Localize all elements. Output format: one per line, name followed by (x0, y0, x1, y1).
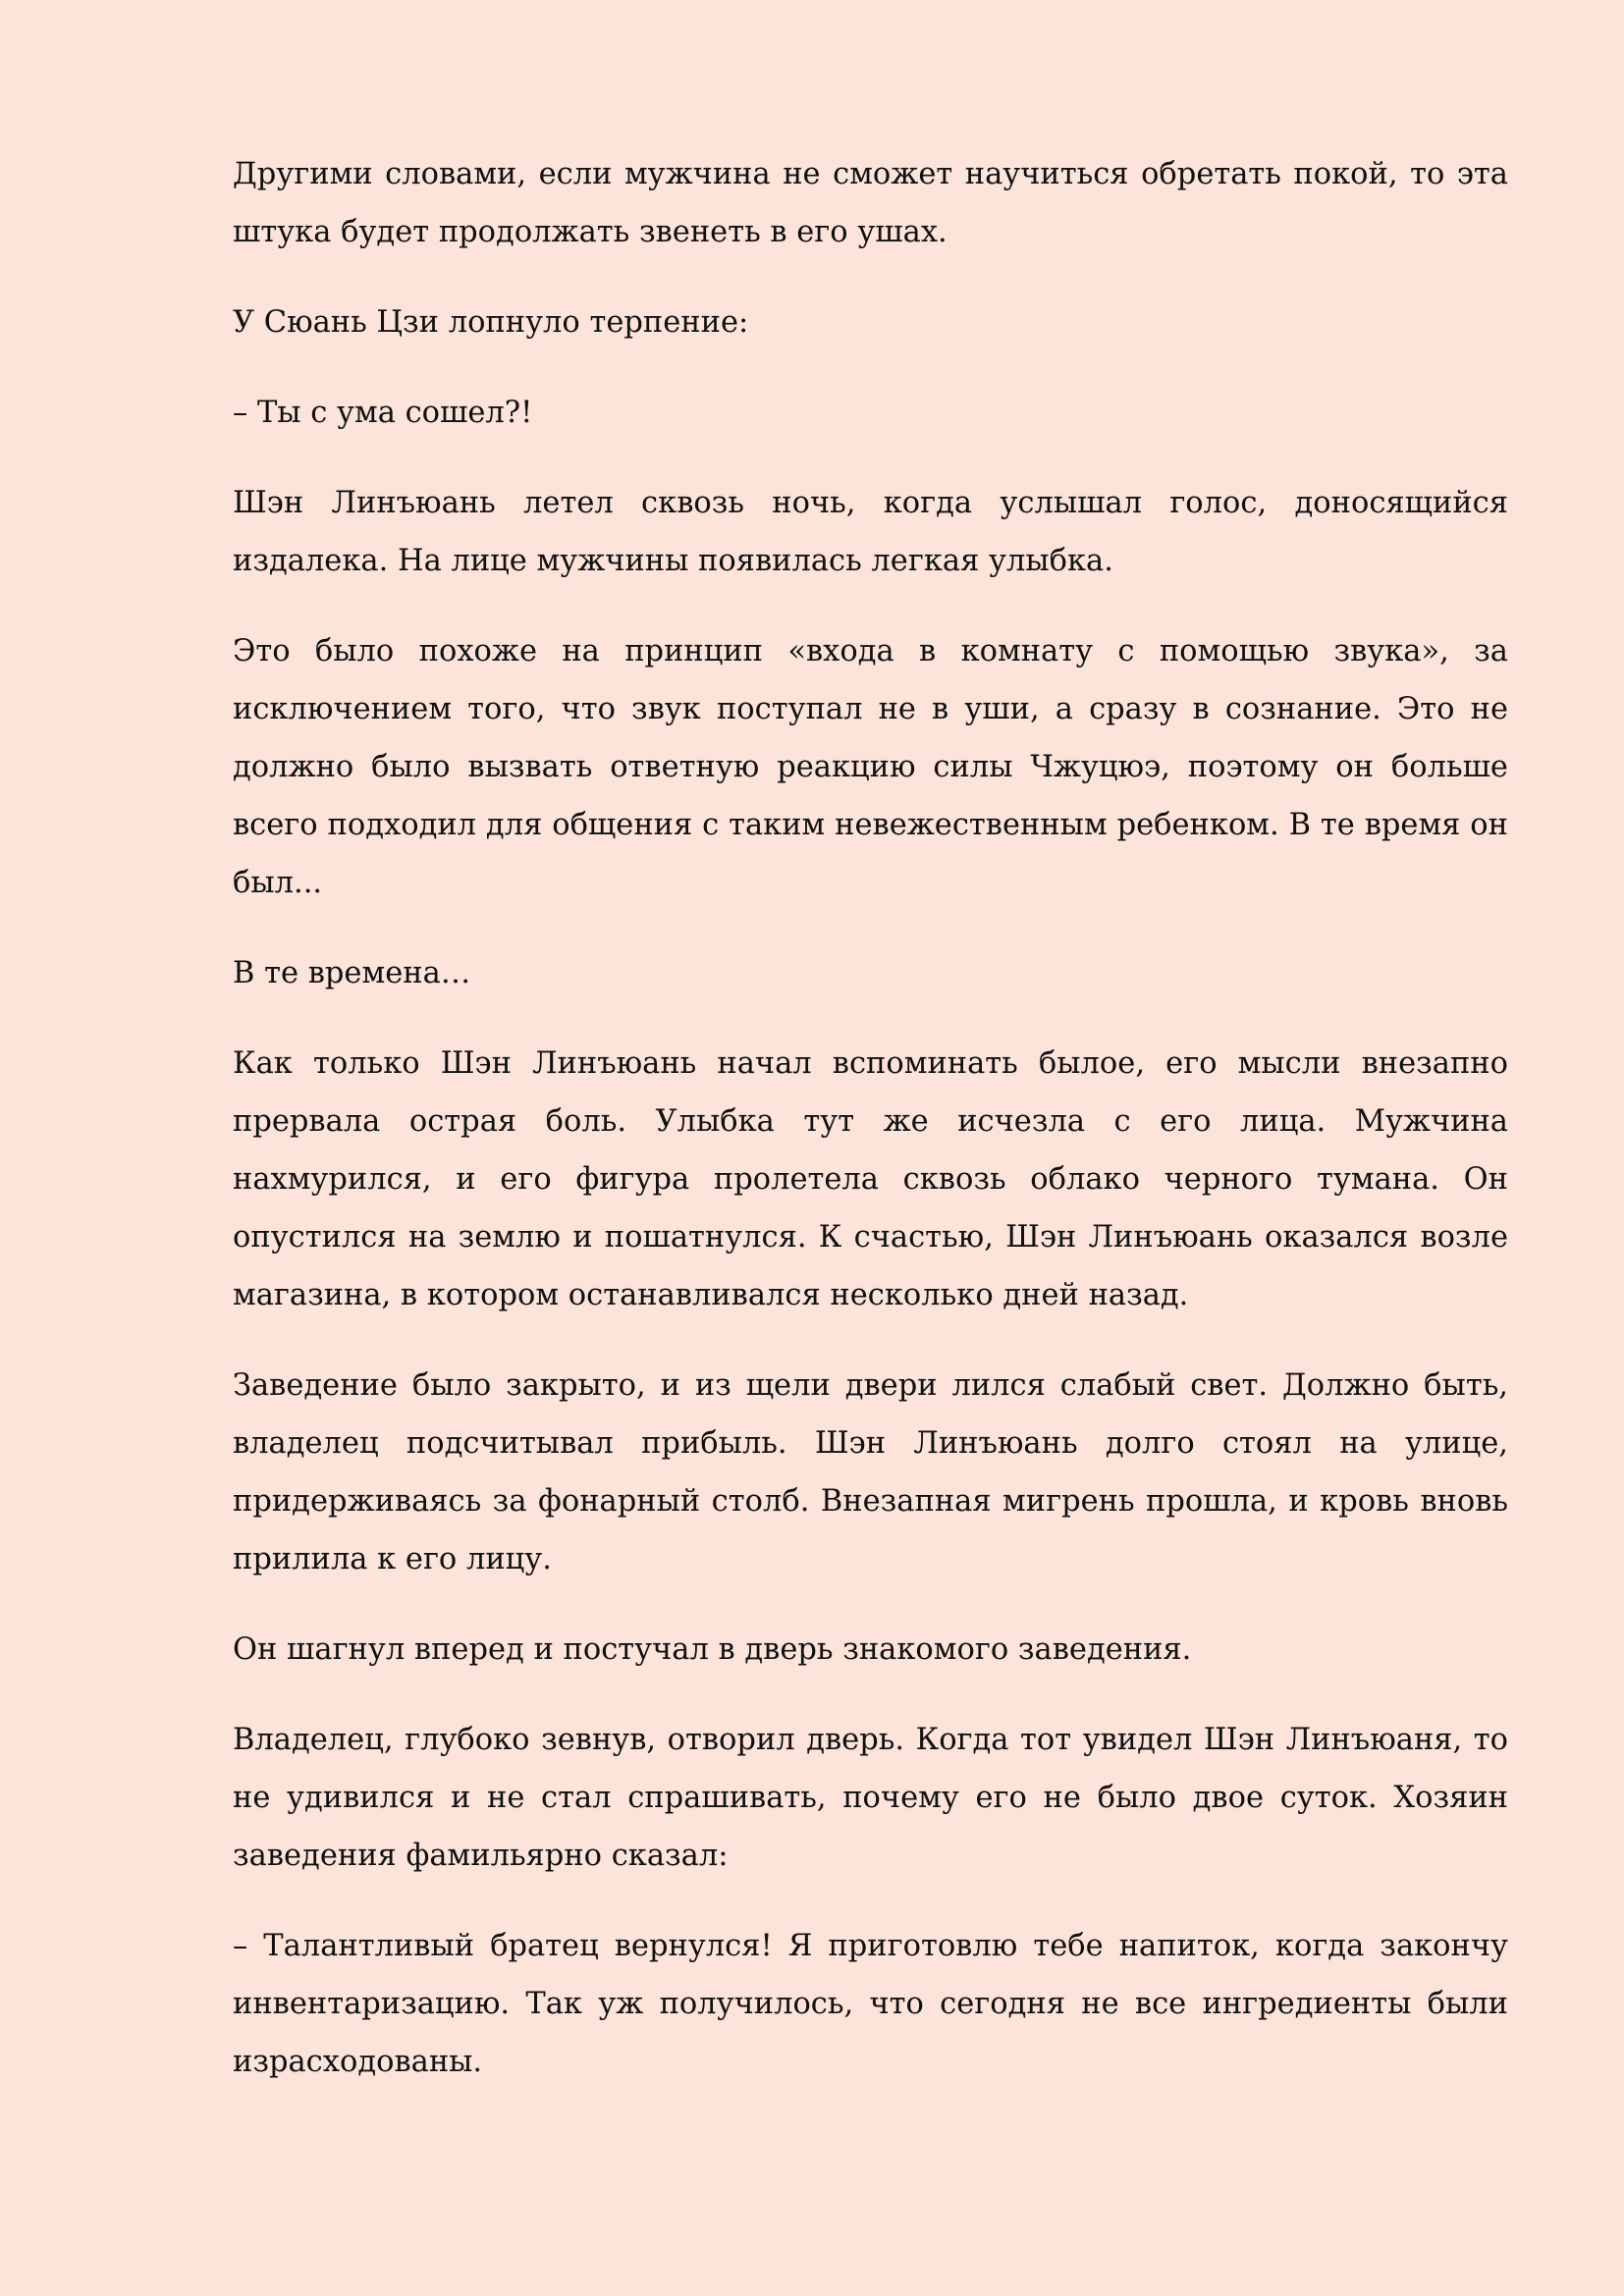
paragraph-4: Шэн Линъюань летел сквозь ночь, когда услышал голос, доносящийся издалека. На лице мужчины появилась легкая улыбка. (233, 486, 1508, 578)
paragraph-9: Он шагнул вперед и постучал в дверь знакомого заведения. (233, 1632, 1192, 1667)
paragraph-5: Это было похоже на принцип «входа в комнату с помощью звука», за исключением того, что звук поступал не в уши, а сразу в сознание. Это не должно было вызвать ответную реакцию силы Чжуцюэ, поэтому он больше всего подходил для общения с таким невежественным ребенком. В те время он был... (233, 634, 1508, 900)
paragraph-2: У Сюань Цзи лопнуло терпение: (233, 305, 749, 340)
paragraph-7: Как только Шэн Линъюань начал вспоминать былое, его мысли внезапно прервала острая боль. Улыбка тут же исчезла с его лица. Мужчина нахмурился, и его фигура пролетела сквозь облако черного тумана. Он опустился на землю и пошатнулся. К счастью, Шэн Линъюань оказался возле магазина, в котором останавливался несколько дней назад. (233, 1046, 1508, 1312)
paragraph-8: Заведение было закрыто, и из щели двери лился слабый свет. Должно быть, владелец подсчитывал прибыль. Шэн Линъюань долго стоял на улице, придерживаясь за фонарный столб. Внезапная мигрень прошла, и кровь вновь прилила к его лицу. (233, 1368, 1508, 1576)
document-body (233, 145, 1508, 2123)
paragraph-11: – Талантливый братец вернулся! Я приготовлю тебе напиток, когда закончу инвентаризацию. Так уж получилось, что сегодня не все ингредиенты были израсходованы. (233, 1929, 1508, 2079)
paragraph-3: – Ты с ума сошел?! (233, 396, 533, 430)
paragraph-1: Другими словами, если мужчина не сможет научиться обретать покой, то эта штука будет продолжать звенеть в его ушах. (233, 157, 1508, 249)
paragraph-6: В те времена… (233, 956, 471, 990)
paragraph-10: Владелец, глубоко зевнув, отворил дверь. Когда тот увидел Шэн Линъюаня, то не удивился и не стал спрашивать, почему его не было двое суток. Хозяин заведения фамильярно сказал: (233, 1723, 1508, 1873)
